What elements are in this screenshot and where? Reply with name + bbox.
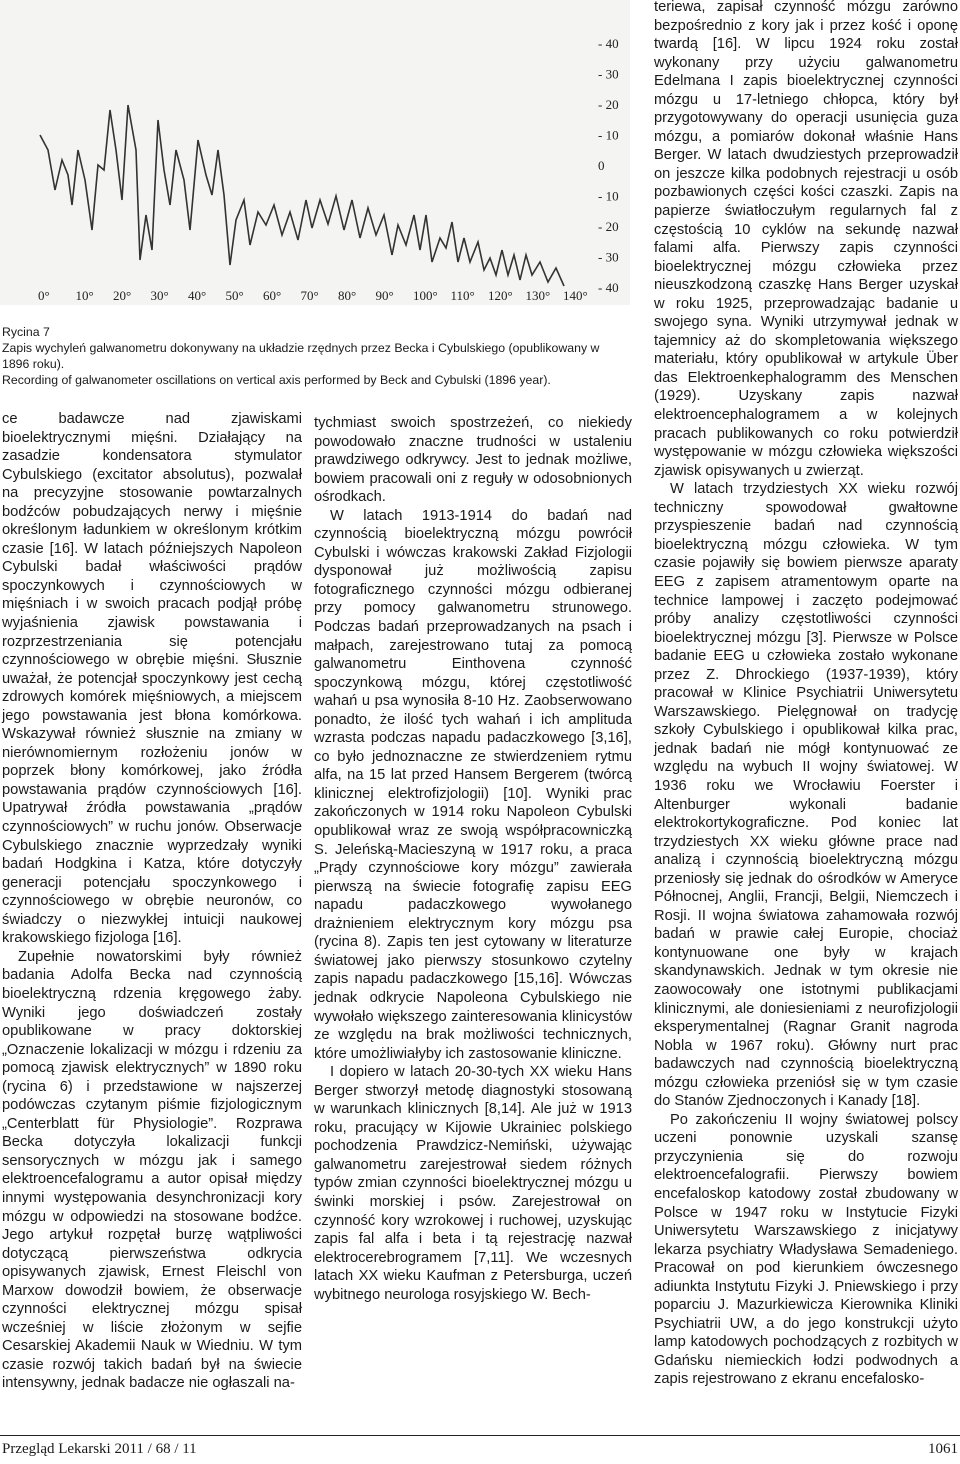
y-tick-label: - 40 bbox=[598, 280, 619, 295]
col3-paragraph-2: W latach trzydziestych XX wieku rozwój techniczny spowodował gwałtowne przyspieszenie badań nad czynnością bioelektryczną mózgu człowieka. W tym czasie pojawiły się bowiem pierwsze aparaty EEG z zapisem atramentowym oparte na technice lampowej i zaczęto podejmować próby analizy częstotliwości czynności bioelektrycznej mózgu [3]. Pierwsze w Polsce badanie EEG u człowieka zostało wykonane przez Z. Dhrockiego (1937-1939), który pracował w Klinice Psychiatrii Uniwersytetu Warszawskiego. Pielęgnował on tradycję szkoły Cybulskiego i opublikował kilka prac, jednak badań nie mógł kontynuować ze względu na wybuch II wojny światowej. W 1936 roku we Wrocławiu Foerster i Altenburger wykonali badanie elektrokortykograficzne. Pod koniec lat trzydziestych XX wieku główne prace nad analizą i czynnością bioelektryczną mózgu przeniosły się jednak do ośrodków w Ameryce Północnej, Anglii, Francji, Belgii, Niemczech i Rosji. II wojna światowa zahamowała rozwój badań w prawie całej Europie, chociaż kontynuowane one były w krajach skandynawskich. Jednak w tym okresie nie zaowocowały one istotnymi publikacjami klinicznymi, ale doniesieniami z neurofizjologii eksperymentalnej (Ragnar Granit nagroda Nobla w 1967 roku). Główny nurt prac badawczych nad czynnością bioelektryczną mózgu człowieka przeniósł się w tym czasie do Stanów Zjednoczonych i Kanady [18]. bbox=[654, 481, 958, 1110]
galvanometer-trace-chart bbox=[0, 0, 630, 305]
y-tick-label: - 30 bbox=[598, 66, 619, 82]
x-tick-label: 50° bbox=[225, 288, 244, 303]
col1-paragraph-2: Zupełnie nowatorskimi były również badania Adolfa Becka nad czynnością bioelektryczną rdzenia kręgowego żaby. Wyniki jego doświadczeń zostały opublikowane w pracy doktorskiej „Oznaczenie lokalizacji w mózgu i rdzeniu za pomocą zjawisk elektrycznych” w 1890 roku (rycina 6) i przedstawione w najszerzej podówczas czytanym piśmie fizjologicznym „Centerblatt für Physiologie”. Rozprawa Becka dotyczyła lokalizacji funkcji sensorycznych w mózgu jak i samego elektroencefalogramu a autor opisał między innymi występowania desynchronizacji kory mózgu w odpowiedzi na stosowane bodźce. Jego artykuł rozpętał burzę wątpliwości dotyczącą pierwszeństwa odkrycia opisywanych zjawisk, Ernest Fleischl von Marxow dowodził bowiem, że obserwacje czynności elektrycznej mózgu spisał wcześniej w liście złożonym w sejfie Cesarskiej Akademii Nauk w Wiedniu. W tym czasie rozwój takich badań był na świecie intensywny, jednak badacze nie ogłaszali na- bbox=[2, 948, 302, 1392]
caption-polish: Zapis wychyleń galwanometru dokonywany na układzie rzędnych przez Becka i Cybulskiego (opublikowany w 1896 roku). bbox=[2, 341, 600, 371]
journal-citation: Przegląd Lekarski 2011 / 68 / 11 bbox=[2, 1441, 197, 1457]
x-tick-label: 130° bbox=[525, 288, 551, 303]
y-tick-label: 0 bbox=[598, 158, 605, 173]
caption-title: Rycina 7 bbox=[2, 325, 50, 339]
x-tick-label: 120° bbox=[488, 288, 513, 303]
x-tick-label: 90° bbox=[375, 288, 394, 303]
y-tick-label: - 40 bbox=[598, 36, 619, 51]
page-footer bbox=[0, 1435, 960, 1464]
x-tick-label: 10° bbox=[75, 288, 94, 303]
text-column-2 bbox=[314, 414, 632, 1304]
x-tick-label: 40° bbox=[188, 288, 207, 303]
figure-caption bbox=[2, 324, 622, 388]
col2-paragraph-1: tychmiast swoich spostrzeżeń, co niekiedy powodowało znaczne trudności w ustaleniu prawdziwego odkrywcy. Jest to jednak możliwe, bowiem pracowali oni z reguły w odosobnionych ośrodkach. bbox=[314, 415, 632, 506]
col2-paragraph-3: I dopiero w latach 20-30-tych XX wieku Hans Berger stworzył metodę diagnostyki stosowaną w warunkach klinicznych [8,14]. Ale już w 1913 roku, pracujący w Kijowie Ukrainiec polskiego pochodzenia Prawdzicz-Nemiński, używając galwanometru zarejestrował siedem różnych typów zmian czynności bioelektrycznej mózgu u świnki morskiej i psów. Zarejestrował on czynność kory wzrokowej i ruchowej, uzyskując zapis fal alfa i beta i tą rejestrację nazwał elektrocerebrogramem [7,11]. We wczesnych latach XX wieku Kaufman z Petersburga, uczeń wybitnego neurologa rosyjskiego W. Bech- bbox=[314, 1064, 632, 1303]
x-tick-label: 140° bbox=[563, 288, 588, 303]
x-tick-label: 30° bbox=[150, 288, 169, 303]
col3-paragraph-3: Po zakończeniu II wojny światowej polscy uczeni ponownie uzyskali szansę przyczynienia się do rozwoju elektroencefalografii. Pierwszy bowiem encefaloskop katodowy został zbudowany w Polsce w 1947 roku w Instytucie Fizyki Uniwersytetu Warszawskiego z inicjatywy lekarza psychiatry Władysława Semadeniego. Pracował on pod kierunkiem ówczesnego adiunkta Instytutu Fizyki J. Pniewskiego i przy poparciu J. Mazurkiewicza Kierownika Kliniki Psychiatrii UW, a do jego konstrukcji użyto lamp katodowych pochodzących z rozbitych w Gdańsku niemieckich łodzi podwodnych a zapis rejestrowano z ekranu encefalosko- bbox=[654, 1111, 958, 1388]
x-tick-label: 60° bbox=[263, 288, 282, 303]
galvanometer-figure bbox=[0, 0, 630, 305]
x-tick-label: 0° bbox=[38, 288, 50, 303]
caption-english: Recording of galwanometer oscillations on vertical axis performed by Beck and Cybulski (1896 year). bbox=[2, 373, 551, 387]
x-axis-labels bbox=[38, 288, 588, 303]
text-column-1 bbox=[2, 410, 302, 1393]
y-tick-label: - 10 bbox=[598, 127, 619, 143]
col2-paragraph-2: W latach 1913-1914 do badań nad czynnością bioelektryczną mózgu powrócił Cybulski i wówczas krakowski Zakład Fizjologii dysponował już możliwością zapisu fotograficznego czynności mózgu odbieranej przy pomocy galwanometru strunowego. Podczas badań przeprowadzanych na psach i małpach, zarejestrowano tutaj za pomocą galwanometru Einthovena czynność spoczynkową mózgu, której częstotliwość wahań u psa wynosiła 8-10 Hz. Zaobserwowano ponadto, że ilość tych wahań i ich amplituda wzrasta podczas napadu padaczkowego [3,16], co było jednoznaczne ze stwierdzeniem rytmu alfa, na 15 lat przed Hansem Bergerem (twórcą klinicznej elektrofizjologii) [10]. Wyniki prac zakończonych w 1914 roku Napoleon Cybulski opublikował wraz ze swoją współpracowniczką S. Jeleńską-Macieszyną w 1917 roku, a praca „Prądy czynnościowe kory mózgu” zawierała pierwszą na świecie fotografię zapisu EEG napadu padaczkowego wywołanego drażnieniem elektrycznym kory mózgu psa (rycina 8). Zapis ten jest cytowany w literaturze światowej jako pierwszy stosunkowo czytelny zapis napadu padaczkowego [15,16]. Wówczas jednak odkrycie Napoleona Cybulskiego nie wywołało większego zainteresowania klinicystów ze względu na brak możliwości technicznych, które umożliwiałyby ich zastosowanie kliniczne. bbox=[314, 507, 632, 1062]
figure-background bbox=[0, 0, 630, 305]
x-tick-label: 100° bbox=[413, 288, 438, 303]
x-tick-label: 20° bbox=[113, 288, 132, 303]
x-tick-label: 110° bbox=[450, 288, 475, 303]
x-tick-label: 70° bbox=[300, 288, 319, 303]
y-tick-label: - 10 bbox=[598, 188, 619, 204]
page-number: 1061 bbox=[928, 1441, 958, 1457]
col3-paragraph-1: teriewa, zapisał czynność mózgu zarówno bezpośrednio z kory jak i przez kość i oponę twardą [16]. W lipcu 1924 roku został wykonany przy użyciu galwanometru Edelmana I zapis bioelektrycznej czynności mózgu u 17-letniego chłopca, który był przygotowywany do operacji usunięcia guza mózgu, a pomiarów dokonał właśnie Hans Berger. W latach dwudziestych przeprowadził on jeszcze kilka podobnych rejestracji u osób pozbawionych części kości czaszki. Zapis na papierze światłoczułym regularnych fal z częstością 10 cyklów na sekundę nazwał falami alfa. Pierwszy zapis czynności bioelektrycznej mózgu człowieka przez nieuszkodzoną czaszkę Hans Berger uzyskał w roku 1925, przeprowadzając badanie u swojego syna. Wyniki utrzymywał jednak w tajemnicy aż do skompletowania większego materiału, który opublikował w artykule Über das Elektroenkephalogramm des Menschen (1929). Uzyskany zapis nazwał elektroencephalogramem a w kolejnych pracach publikowanych co roku potwierdził występowanie w mózgu człowieka większości zjawisk opisywanych u zwierząt. bbox=[654, 0, 958, 479]
text-column-3 bbox=[654, 0, 958, 1389]
x-tick-label: 80° bbox=[338, 288, 357, 303]
y-tick-label: - 20 bbox=[598, 97, 619, 112]
y-tick-label: - 20 bbox=[598, 219, 619, 234]
col1-paragraph-1: ce badawcze nad zjawiskami bioelektrycznymi mięśni. Działający na zasadzie kondensatora stymulator Cybulskiego (excitator absolutus), pozwalał na precyzyjne stosowanie powtarzalnych bodźców pobudzających nerwy i mięśnie określonym ładunkiem w określonym krótkim czasie [16]. W latach późniejszych Napoleon Cybulski badał właściwości prądów spoczynkowych i czynnościowych w mięśniach i w swoich pracach podjął próbę wyjaśnienia zjawisk powstawania i rozprzestrzeniania się potencjału czynnościowego w obrębie mięśni. Słusznie uważał, że potencjał spoczynkowy jest cechą zdrowych komórek mięśniowych, a miejscem jego powstawania jest błona komórkowa. Wskazywał również słusznie na zmiany w nierównomiernym rozłożeniu jonów w poprzek błony komórkowej, jako źródła powstawania prądów czynnościowych [16]. Upatrywał źródła powstawania „prądów czynnościowych” w ruchu jonów. Obserwacje Cybulskiego znacznie wyprzedzały wyniki badań Hodgkina i Katza, które dotyczyły generacji potencjału spoczynkowego i czynnościowego w obrębie neuronów, co świadczy o niezwykłej intuicji naukowej krakowskiego fizjologa [16]. bbox=[2, 411, 302, 947]
y-tick-label: - 30 bbox=[598, 249, 619, 265]
